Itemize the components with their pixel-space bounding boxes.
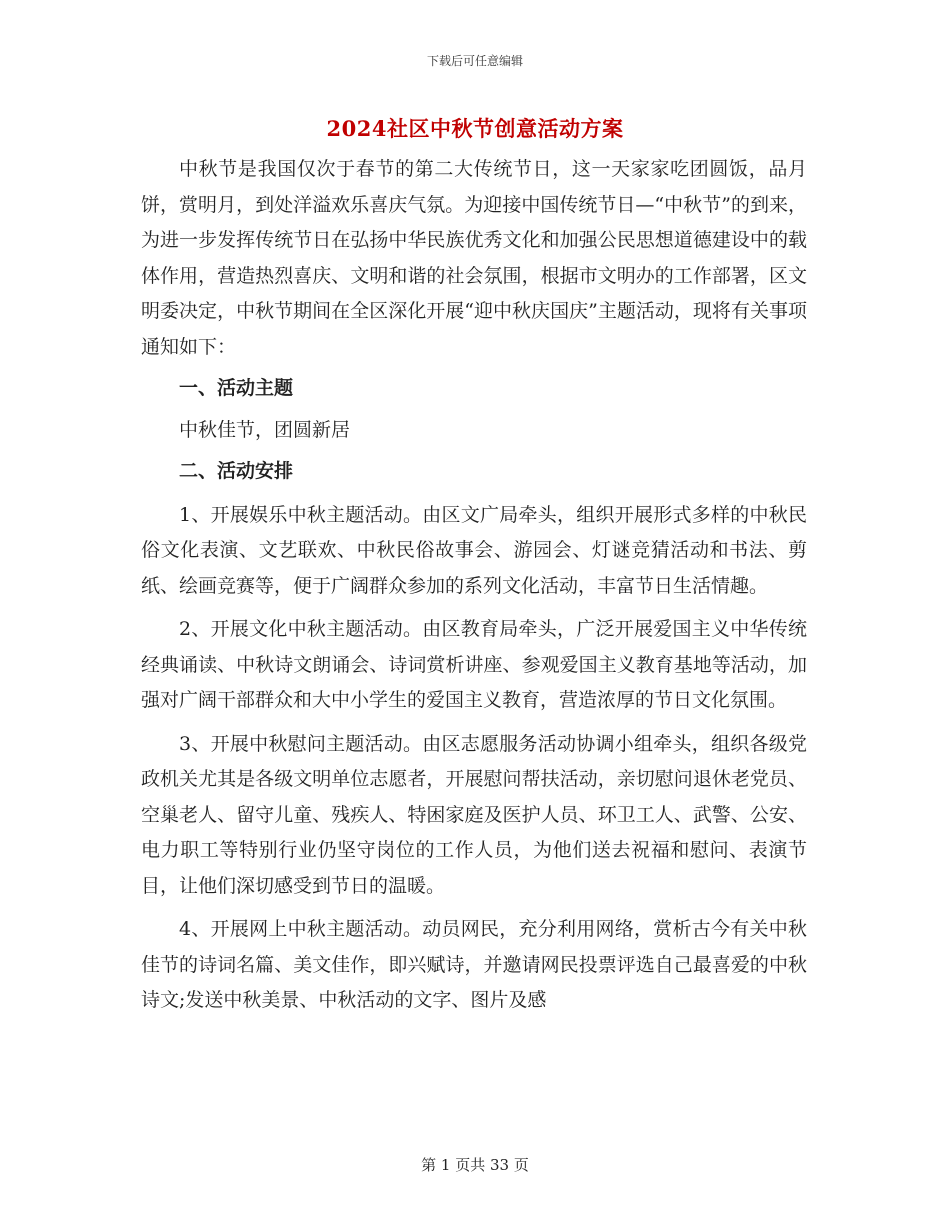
document-title: 2024社区中秋节创意活动方案 <box>326 116 624 141</box>
document-body <box>141 152 807 1019</box>
arrangement-item-4: 4、开展网上中秋主题活动。动员网民，充分利用网络，赏析古今有关中秋佳节的诗词名篇、美文佳作，即兴赋诗，并邀请网民投票评选自己最喜爱的中秋诗文;发送中秋美景、中秋活动的文字、图片及感 <box>141 918 807 1011</box>
arrangement-item-3: 3、开展中秋慰问主题活动。由区志愿服务活动协调小组牵头，组织各级党政机关尤其是各级文明单位志愿者，开展慰问帮扶活动，亲切慰问退休老党员、空巢老人、留守儿童、残疾人、特困家庭及医护人员、环卫工人、武警、公安、电力职工等特别行业仍坚守岗位的工作人员，为他们送去祝福和慰问、表演节目，让他们深切感受到节日的温暖。 <box>141 732 807 897</box>
page-number: 第 1 页共 33 页 <box>421 1156 529 1174</box>
theme-paragraph: 中秋佳节，团圆新居 <box>179 418 351 441</box>
arrangement-item-2: 2、开展文化中秋主题活动。由区教育局牵头，广泛开展爱国主义中华传统经典诵读、中秋诗文朗诵会、诗词赏析讲座、参观爱国主义教育基地等活动，加强对广阔干部群众和大中小学生的爱国主义教育，营造浓厚的节日文化氛围。 <box>141 618 807 711</box>
page-header: 下载后可任意编辑 <box>426 54 523 68</box>
arrangement-item-1: 1、开展娱乐中秋主题活动。由区文广局牵头，组织开展形式多样的中秋民俗文化表演、文艺联欢、中秋民俗故事会、游园会、灯谜竞猜活动和书法、剪纸、绘画竞赛等，便于广阔群众参加的系列文化活动，丰富节日生活情趣。 <box>141 503 807 597</box>
intro-paragraph: 中秋节是我国仅次于春节的第二大传统节日，这一天家家吃团圆饭，品月饼，赏明月，到处洋溢欢乐喜庆气氛。为迎接中国传统节日—“中秋节”的到来，为进一步发挥传统节日在弘扬中华民族优秀文化和加强公民思想道德建设中的载体作用，营造热烈喜庆、文明和谐的社会氛围，根据市文明办的工作部署，区文明委决定，中秋节期间在全区深化开展“迎中秋庆国庆”主题活动，现将有关事项通知如下： <box>141 158 807 358</box>
section-heading-arrangement: 二、活动安排 <box>179 460 294 482</box>
section-heading-theme: 一、活动主题 <box>179 377 294 399</box>
